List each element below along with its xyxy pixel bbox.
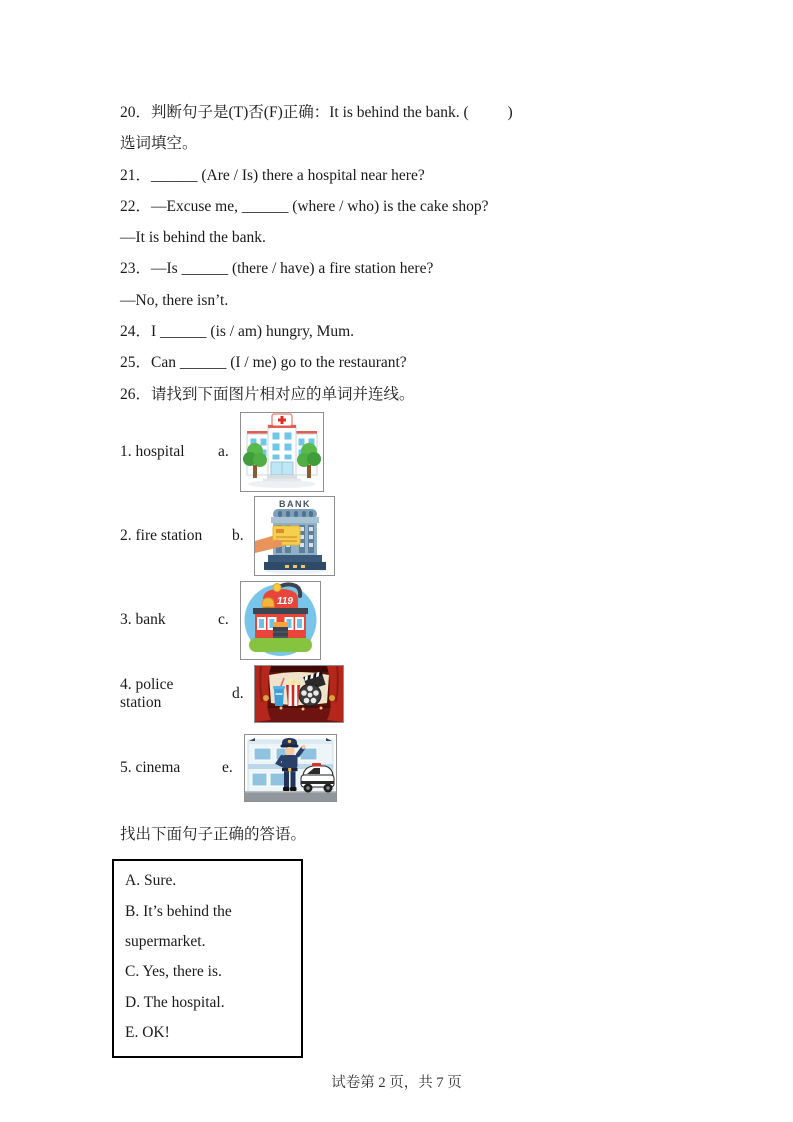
page-footer: 试卷第 2 页，共 7 页 (331, 1075, 462, 1091)
hospital-image (240, 412, 324, 492)
answer-option-d: D. The hospital. (125, 993, 225, 1011)
fill-section-title: 选词填空。 (120, 135, 198, 153)
match-word-fire-station: 2. fire station (120, 526, 203, 544)
match-word-bank: 3. bank (120, 611, 166, 629)
question-21: 21．______ (Are / Is) there a hospital near here? (120, 166, 425, 184)
answer-option-c: C. Yes, there is. (125, 963, 222, 981)
response-instruction: 找出下面句子正确的答语。 (120, 825, 307, 843)
page-content (120, 97, 720, 1058)
match-word-hospital: 1. hospital (120, 442, 185, 460)
svg-text:119: 119 (277, 595, 293, 607)
match-letter-e: e. (222, 758, 233, 776)
question-24: 24．I ______ (is / am) hungry, Mum. (120, 323, 355, 341)
question-23-answer: —No, there isn’t. (120, 291, 229, 309)
cinema-scene-icon (255, 666, 343, 722)
match-row-5 (120, 734, 720, 802)
match-letter-d: d. (232, 684, 244, 702)
match-word-cinema: 5. cinema (120, 758, 181, 776)
answer-options-box (112, 859, 303, 1057)
match-letter-c: c. (218, 611, 229, 629)
question-22: 22．—Excuse me, ______ (where / who) is the cake shop? (120, 197, 489, 215)
question-23: 23．—Is ______ (there / have) a fire station here? (120, 260, 434, 278)
question-20: 20．判断句子是(T)否(F)正确：It is behind the bank. ( ) (120, 104, 513, 121)
match-row-3 (120, 581, 720, 660)
match-row-1 (120, 412, 720, 492)
match-letter-a: a. (218, 442, 229, 460)
match-letter-b: b. (232, 526, 244, 544)
police-station-scene-icon (245, 735, 336, 801)
hospital-building-icon (241, 413, 323, 491)
match-row-4 (120, 665, 720, 723)
match-word-police-station: 4. police station (120, 675, 174, 711)
answer-option-e: E. OK! (125, 1024, 170, 1042)
police-station-image (244, 734, 337, 802)
answer-option-a: A. Sure. (125, 872, 177, 890)
bank-building-icon (255, 497, 334, 575)
question-22-answer: —It is behind the bank. (120, 229, 266, 247)
match-row-2 (120, 496, 720, 576)
answer-option-b: B. It’s behind the supermarket. (125, 902, 236, 951)
bank-image (254, 496, 335, 576)
fire-station-building-icon (241, 582, 320, 659)
cinema-image (254, 665, 344, 723)
question-26: 26．请找到下面图片相对应的单词并连线。 (120, 385, 415, 403)
matching-exercise (120, 412, 720, 802)
fire-station-image (240, 581, 321, 660)
svg-text:BANK: BANK (279, 498, 311, 509)
question-25: 25．Can ______ (I / me) go to the restaurant? (120, 354, 407, 372)
